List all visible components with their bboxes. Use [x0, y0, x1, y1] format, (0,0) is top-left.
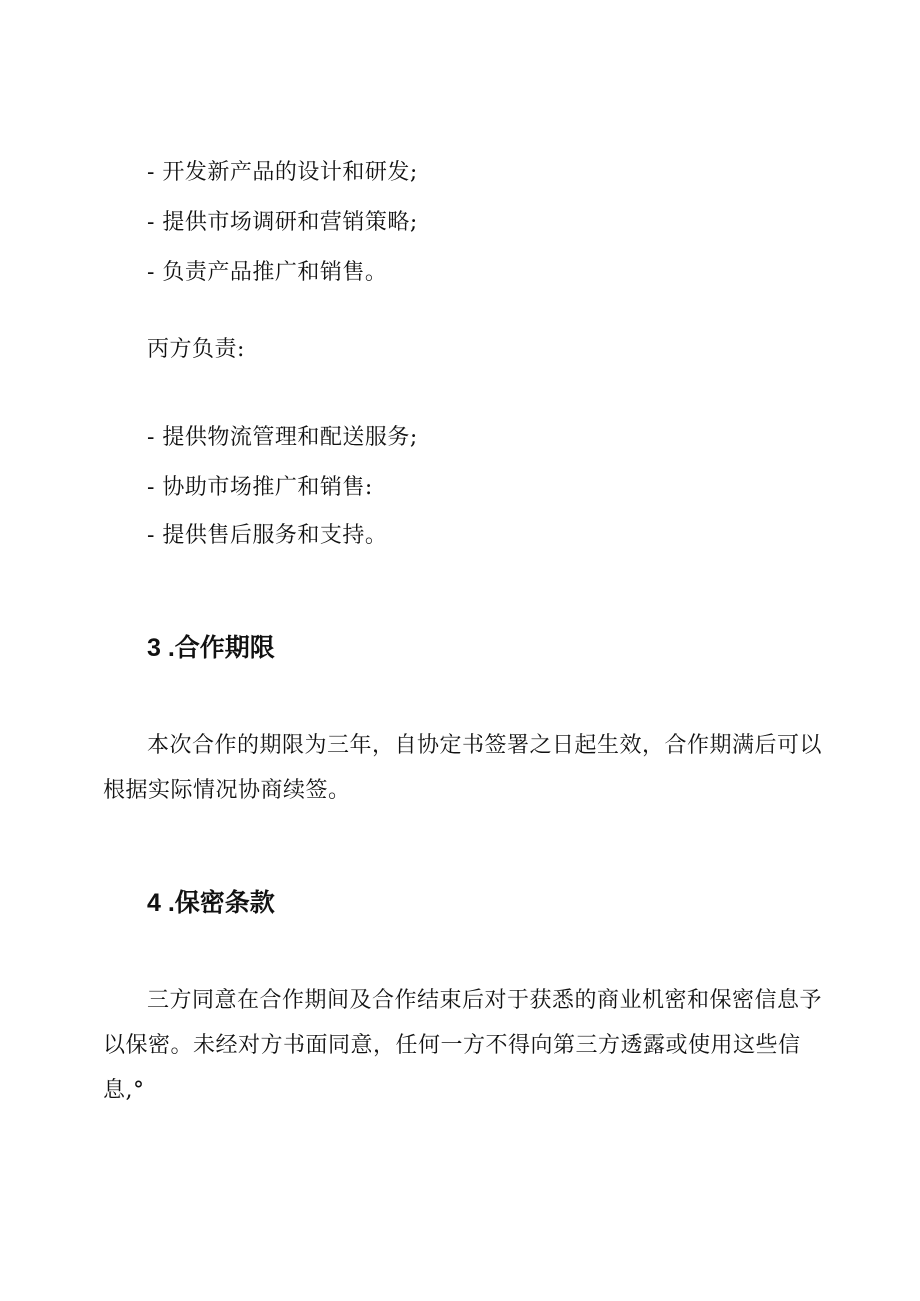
party-c-item: - 提供售后服务和支持。: [147, 523, 388, 548]
section-3-title: .合作期限: [167, 634, 275, 662]
party-b-item: - 开发新产品的设计和研发;: [147, 160, 418, 185]
section-4-heading: [147, 886, 275, 920]
section-4-number: 4: [147, 889, 161, 917]
section-3-heading: [147, 631, 275, 665]
party-b-item: - 负责产品推广和销售。: [147, 260, 388, 285]
party-c-item: - 协助市场推广和销售:: [147, 475, 373, 500]
party-b-item: - 提供市场调研和营销策略;: [147, 210, 418, 235]
section-3-number: 3: [147, 634, 161, 662]
section-4-title: .保密条款: [167, 889, 275, 917]
section-4-body: 三方同意在合作期间及合作结束后对于获悉的商业机密和保密信息予以保密。未经对方书面同意，任何一方不得向第三方透露或使用这些信息,°: [103, 988, 823, 1103]
party-c-item: - 提供物流管理和配送服务;: [147, 425, 418, 450]
party-c-label: 丙方负责:: [147, 337, 245, 362]
section-3-body: 本次合作的期限为三年，自协定书签署之日起生效，合作期满后可以根据实际情况协商续签。: [103, 733, 823, 803]
